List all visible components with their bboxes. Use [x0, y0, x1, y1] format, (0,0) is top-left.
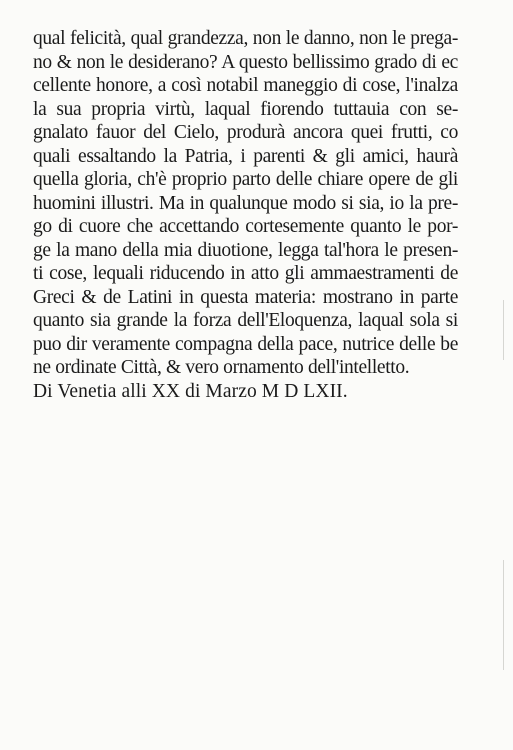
body-text	[33, 27, 458, 403]
text-line: go di cuore che accettando cortesemente quanto le por-	[33, 216, 458, 237]
text-line: huomini illustri. Ma in qualunque modo si sia, io la pre-	[33, 192, 458, 214]
text-line: qual felicità, qual grandezza, non le danno, non le prega-	[33, 28, 458, 49]
dateline: Di Venetia alli XX di Marzo M D LXII.	[33, 380, 348, 402]
text-line: la sua propria virtù, laqual fiorendo tuttauia con se-	[33, 98, 458, 120]
text-line: gnalato fauor del Cielo, produrà ancora quei frutti, co	[33, 122, 458, 143]
text-line: no & non le desiderano? A questo bellissimo grado di ec	[33, 51, 458, 73]
text-line: puo dir veramente compagna della pace, nutrice delle be	[33, 333, 458, 355]
text-line: quali essaltando la Patria, i parenti & gli amici, haurà	[33, 145, 458, 167]
page-edge-shadow	[503, 300, 504, 360]
text-line: ge la mano della mia diuotione, legga tal'hora le presen-	[33, 239, 458, 261]
text-line: quanto sia grande la forza dell'Eloquenza, laqual sola si	[33, 310, 458, 331]
text-line: Greci & de Latini in questa materia: mostrano in parte	[33, 286, 458, 308]
text-line-last: ne ordinate Città, & vero ornamento dell'intelletto.	[33, 357, 410, 378]
page-edge-shadow	[503, 560, 504, 670]
text-line: ti cose, lequali riducendo in atto gli ammaestramenti de	[33, 263, 458, 284]
text-line: quella gloria, ch'è proprio parto delle chiare opere de gli	[33, 169, 458, 190]
text-line: cellente honore, a così notabil maneggio di cose, l'inalza	[33, 75, 458, 96]
